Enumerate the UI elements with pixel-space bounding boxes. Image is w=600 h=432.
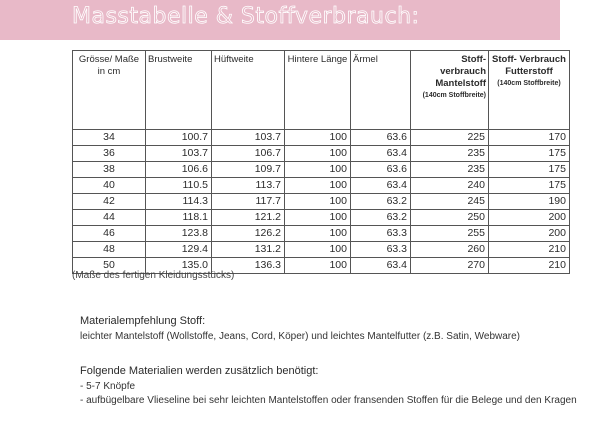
hip-cell: 109.7 [212,162,285,178]
additional-item: - aufbügelbare Vlieseline bei sehr leichten Mantelstoffen oder fransenden Stoffen für die Belege und den Kragen [80,395,577,406]
chest-cell: 103.7 [146,146,212,162]
table-row [73,162,570,178]
table-row [73,226,570,242]
lining-fabric-cell: 200 [489,226,570,242]
material-heading: Materialempfehlung Stoff: [80,315,206,327]
column-header-hip: Hüftweite [212,51,285,130]
back-length-cell: 100 [285,258,351,274]
chest-cell: 123.8 [146,226,212,242]
hip-cell: 113.7 [212,178,285,194]
back-length-cell: 100 [285,130,351,146]
page-title: Masstabelle & Stoffverbrauch: [72,4,420,29]
outer-fabric-cell: 235 [411,162,489,178]
table-caption: (Maße des fertigen Kleidungsstücks) [72,270,235,281]
lining-fabric-cell: 210 [489,242,570,258]
table-row [73,210,570,226]
outer-fabric-cell: 225 [411,130,489,146]
hip-cell: 126.2 [212,226,285,242]
chest-cell: 110.5 [146,178,212,194]
sleeve-cell: 63.3 [351,226,411,242]
chest-cell: 100.7 [146,130,212,146]
size-cell: 50 [73,258,146,274]
table-row [73,178,570,194]
back-length-cell: 100 [285,242,351,258]
lining-fabric-cell: 175 [489,162,570,178]
sleeve-cell: 63.2 [351,210,411,226]
sleeve-cell: 63.6 [351,162,411,178]
additional-heading: Folgende Materialien werden zusätzlich benötigt: [80,365,319,377]
lining-fabric-cell: 175 [489,146,570,162]
chest-cell: 114.3 [146,194,212,210]
outer-fabric-cell: 250 [411,210,489,226]
hip-cell: 121.2 [212,210,285,226]
column-header-chest: Brustweite [146,51,212,130]
chest-cell: 129.4 [146,242,212,258]
lining-fabric-cell: 170 [489,130,570,146]
additional-item: - 5-7 Knöpfe [80,381,136,392]
column-header-sleeve: Ärmel [351,51,411,130]
hip-cell: 136.3 [212,258,285,274]
hip-cell: 131.2 [212,242,285,258]
outer-fabric-cell: 255 [411,226,489,242]
back-length-cell: 100 [285,194,351,210]
size-cell: 48 [73,242,146,258]
size-table [72,50,570,274]
back-length-cell: 100 [285,210,351,226]
lining-fabric-cell: 190 [489,194,570,210]
back-length-cell: 100 [285,178,351,194]
outer-fabric-cell: 240 [411,178,489,194]
lining-fabric-cell: 210 [489,258,570,274]
outer-fabric-cell: 270 [411,258,489,274]
sleeve-cell: 63.4 [351,258,411,274]
hip-cell: 103.7 [212,130,285,146]
back-length-cell: 100 [285,226,351,242]
outer-fabric-cell: 260 [411,242,489,258]
size-cell: 44 [73,210,146,226]
table-row [73,146,570,162]
chest-cell: 135.0 [146,258,212,274]
size-cell: 46 [73,226,146,242]
table-header-row [73,51,570,130]
column-header-size: Grösse/ Maße in cm [73,51,146,130]
material-text: leichter Mantelstoff (Wollstoffe, Jeans, Cord, Köper) und leichtes Mantelfutter (z.B. Satin, Webware) [80,331,521,342]
back-length-cell: 100 [285,162,351,178]
sleeve-cell: 63.4 [351,146,411,162]
size-cell: 36 [73,146,146,162]
hip-cell: 106.7 [212,146,285,162]
table-row [73,130,570,146]
lining-fabric-cell: 200 [489,210,570,226]
size-cell: 38 [73,162,146,178]
outer-fabric-cell: 245 [411,194,489,210]
chest-cell: 118.1 [146,210,212,226]
column-header-lining-fabric: Stoff- Verbrauch Futterstoff (140cm Stoffbreite) [489,51,570,130]
lining-fabric-cell: 175 [489,178,570,194]
size-cell: 42 [73,194,146,210]
table-row [73,242,570,258]
sleeve-cell: 63.3 [351,242,411,258]
sleeve-cell: 63.2 [351,194,411,210]
sleeve-cell: 63.4 [351,178,411,194]
size-cell: 40 [73,178,146,194]
size-cell: 34 [73,130,146,146]
column-header-outer-fabric: Stoff- verbrauch Mantelstoff (140cm Stoffbreite) [411,51,489,130]
back-length-cell: 100 [285,146,351,162]
sleeve-cell: 63.6 [351,130,411,146]
outer-fabric-cell: 235 [411,146,489,162]
chest-cell: 106.6 [146,162,212,178]
table-row [73,194,570,210]
title-banner [0,0,560,40]
column-header-back-length: Hintere Länge [285,51,351,130]
hip-cell: 117.7 [212,194,285,210]
